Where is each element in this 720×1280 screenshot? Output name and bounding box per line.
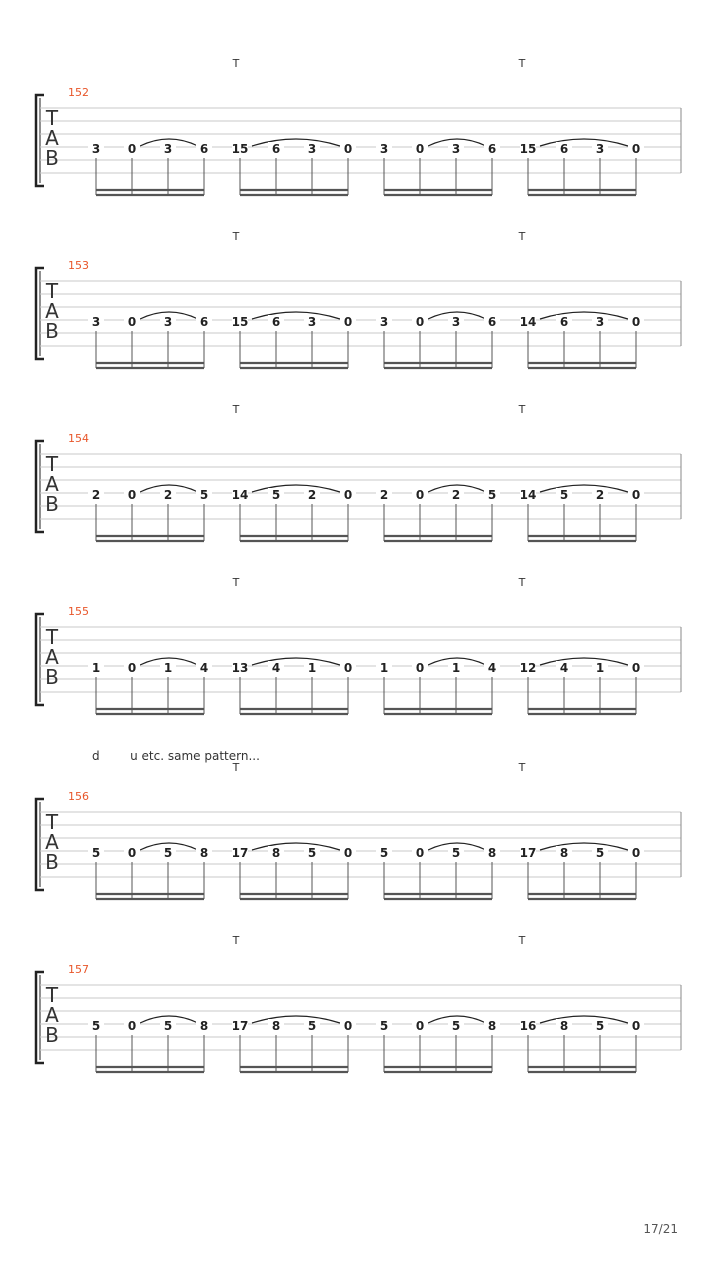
fret-number: 1 [595, 661, 605, 675]
fret-number: 8 [487, 846, 497, 860]
fret-number: 0 [415, 846, 425, 860]
fret-number: 8 [559, 1019, 569, 1033]
fret-number: 15 [519, 142, 537, 156]
fret-number: 0 [631, 488, 641, 502]
slur [540, 1016, 628, 1023]
fret-number: 12 [519, 661, 537, 675]
fret-number: 2 [163, 488, 173, 502]
fret-number: 14 [231, 488, 249, 502]
tab-clef-letter: A [45, 645, 59, 669]
fret-number: 14 [519, 488, 537, 502]
fret-number: 2 [379, 488, 389, 502]
fret-number: 5 [307, 1019, 317, 1033]
tab-clef-letter: A [45, 299, 59, 323]
tab-clef-letter: B [45, 319, 59, 343]
fret-number: 3 [451, 315, 461, 329]
tab-clef-letter: T [45, 983, 59, 1007]
fret-number: 8 [199, 1019, 209, 1033]
tab-clef-letter: A [45, 1003, 59, 1027]
fret-number: 4 [487, 661, 497, 675]
tab-clef-letter: B [45, 1023, 59, 1047]
slur [540, 658, 628, 665]
beat-marker: T [232, 761, 240, 774]
fret-number: 0 [127, 315, 137, 329]
fret-number: 6 [559, 142, 569, 156]
fret-number: 0 [415, 142, 425, 156]
tab-clef-letter: T [45, 279, 59, 303]
fret-number: 0 [127, 142, 137, 156]
fret-number: 0 [343, 142, 353, 156]
beat-marker: T [518, 576, 526, 589]
fret-number: 0 [127, 488, 137, 502]
fret-number: 0 [343, 661, 353, 675]
beat-marker: T [232, 57, 240, 70]
beat-marker: T [232, 934, 240, 947]
fret-number: 1 [91, 661, 101, 675]
fret-number: 0 [415, 661, 425, 675]
measure-number: 156 [68, 790, 89, 803]
measure-number: 157 [68, 963, 89, 976]
fret-number: 0 [343, 488, 353, 502]
fret-number: 3 [163, 315, 173, 329]
slur [540, 485, 628, 492]
slur [252, 312, 340, 319]
fret-number: 5 [91, 1019, 101, 1033]
fret-number: 0 [631, 846, 641, 860]
fret-number: 14 [519, 315, 537, 329]
fret-number: 1 [163, 661, 173, 675]
fret-number: 3 [379, 142, 389, 156]
fret-number: 0 [127, 1019, 137, 1033]
measure-number: 155 [68, 605, 89, 618]
measure-number: 152 [68, 86, 89, 99]
fret-number: 15 [231, 142, 249, 156]
fret-number: 5 [379, 1019, 389, 1033]
fret-number: 3 [91, 315, 101, 329]
fret-number: 0 [343, 846, 353, 860]
fret-number: 3 [595, 315, 605, 329]
fret-number: 3 [307, 142, 317, 156]
fret-number: 5 [595, 1019, 605, 1033]
fret-number: 5 [163, 1019, 173, 1033]
fret-number: 6 [271, 142, 281, 156]
fret-number: 2 [307, 488, 317, 502]
tab-clef-letter: T [45, 452, 59, 476]
fret-number: 8 [199, 846, 209, 860]
fret-number: 5 [199, 488, 209, 502]
fret-number: 17 [519, 846, 537, 860]
fret-number: 0 [631, 142, 641, 156]
page-number: 17/21 [643, 1222, 678, 1236]
beat-marker: T [518, 761, 526, 774]
fret-number: 2 [451, 488, 461, 502]
fret-number: 8 [559, 846, 569, 860]
beat-marker: T [518, 934, 526, 947]
fret-number: 8 [271, 846, 281, 860]
fret-number: 1 [307, 661, 317, 675]
measure-number: 154 [68, 432, 89, 445]
fret-number: 0 [127, 661, 137, 675]
fret-number: 3 [451, 142, 461, 156]
beat-marker: T [518, 230, 526, 243]
fret-number: 0 [631, 661, 641, 675]
fret-number: 3 [91, 142, 101, 156]
fret-number: 8 [271, 1019, 281, 1033]
fret-number: 6 [271, 315, 281, 329]
fret-number: 5 [91, 846, 101, 860]
tab-clef-letter: A [45, 830, 59, 854]
fret-number: 6 [199, 315, 209, 329]
fret-number: 0 [631, 1019, 641, 1033]
slur [540, 312, 628, 319]
fret-number: 5 [163, 846, 173, 860]
slur [252, 843, 340, 850]
fret-number: 2 [91, 488, 101, 502]
fret-number: 2 [595, 488, 605, 502]
tab-clef-letter: B [45, 850, 59, 874]
fret-number: 8 [487, 1019, 497, 1033]
fret-number: 5 [451, 1019, 461, 1033]
tab-clef-letter: B [45, 146, 59, 170]
fret-number: 3 [595, 142, 605, 156]
tab-clef-letter: A [45, 472, 59, 496]
fret-number: 5 [595, 846, 605, 860]
tab-clef-letter: A [45, 126, 59, 150]
beat-marker: T [518, 403, 526, 416]
fret-number: 0 [631, 315, 641, 329]
slur [540, 843, 628, 850]
fret-number: 3 [163, 142, 173, 156]
tab-clef-letter: B [45, 492, 59, 516]
beat-marker: T [518, 57, 526, 70]
measure-number: 153 [68, 259, 89, 272]
fret-number: 5 [379, 846, 389, 860]
beat-marker: T [232, 230, 240, 243]
fret-number: 0 [415, 488, 425, 502]
tab-clef-letter: T [45, 810, 59, 834]
fret-number: 3 [307, 315, 317, 329]
fret-number: 0 [343, 1019, 353, 1033]
slur [252, 139, 340, 146]
fret-number: 1 [451, 661, 461, 675]
fret-number: 6 [487, 315, 497, 329]
fret-number: 4 [559, 661, 569, 675]
beat-marker: T [232, 403, 240, 416]
tab-clef-letter: T [45, 106, 59, 130]
slur [252, 658, 340, 665]
fret-number: 15 [231, 315, 249, 329]
fret-number: 17 [231, 1019, 249, 1033]
fret-number: 13 [231, 661, 249, 675]
fret-number: 0 [415, 315, 425, 329]
fret-number: 1 [379, 661, 389, 675]
fret-number: 0 [343, 315, 353, 329]
fret-number: 0 [415, 1019, 425, 1033]
fret-number: 4 [271, 661, 281, 675]
fret-number: 5 [559, 488, 569, 502]
slur [540, 139, 628, 146]
beat-marker: T [232, 576, 240, 589]
fret-number: 16 [519, 1019, 537, 1033]
slur [252, 1016, 340, 1023]
tab-clef-letter: B [45, 665, 59, 689]
fret-number: 5 [487, 488, 497, 502]
fret-number: 17 [231, 846, 249, 860]
tab-clef-letter: T [45, 625, 59, 649]
fret-number: 5 [307, 846, 317, 860]
fret-number: 3 [379, 315, 389, 329]
fret-number: 6 [199, 142, 209, 156]
fret-number: 0 [127, 846, 137, 860]
fret-number: 5 [451, 846, 461, 860]
fret-number: 4 [199, 661, 209, 675]
fret-number: 6 [559, 315, 569, 329]
pattern-annotation: d u etc. same pattern... [92, 749, 260, 763]
fret-number: 6 [487, 142, 497, 156]
fret-number: 5 [271, 488, 281, 502]
slur [252, 485, 340, 492]
